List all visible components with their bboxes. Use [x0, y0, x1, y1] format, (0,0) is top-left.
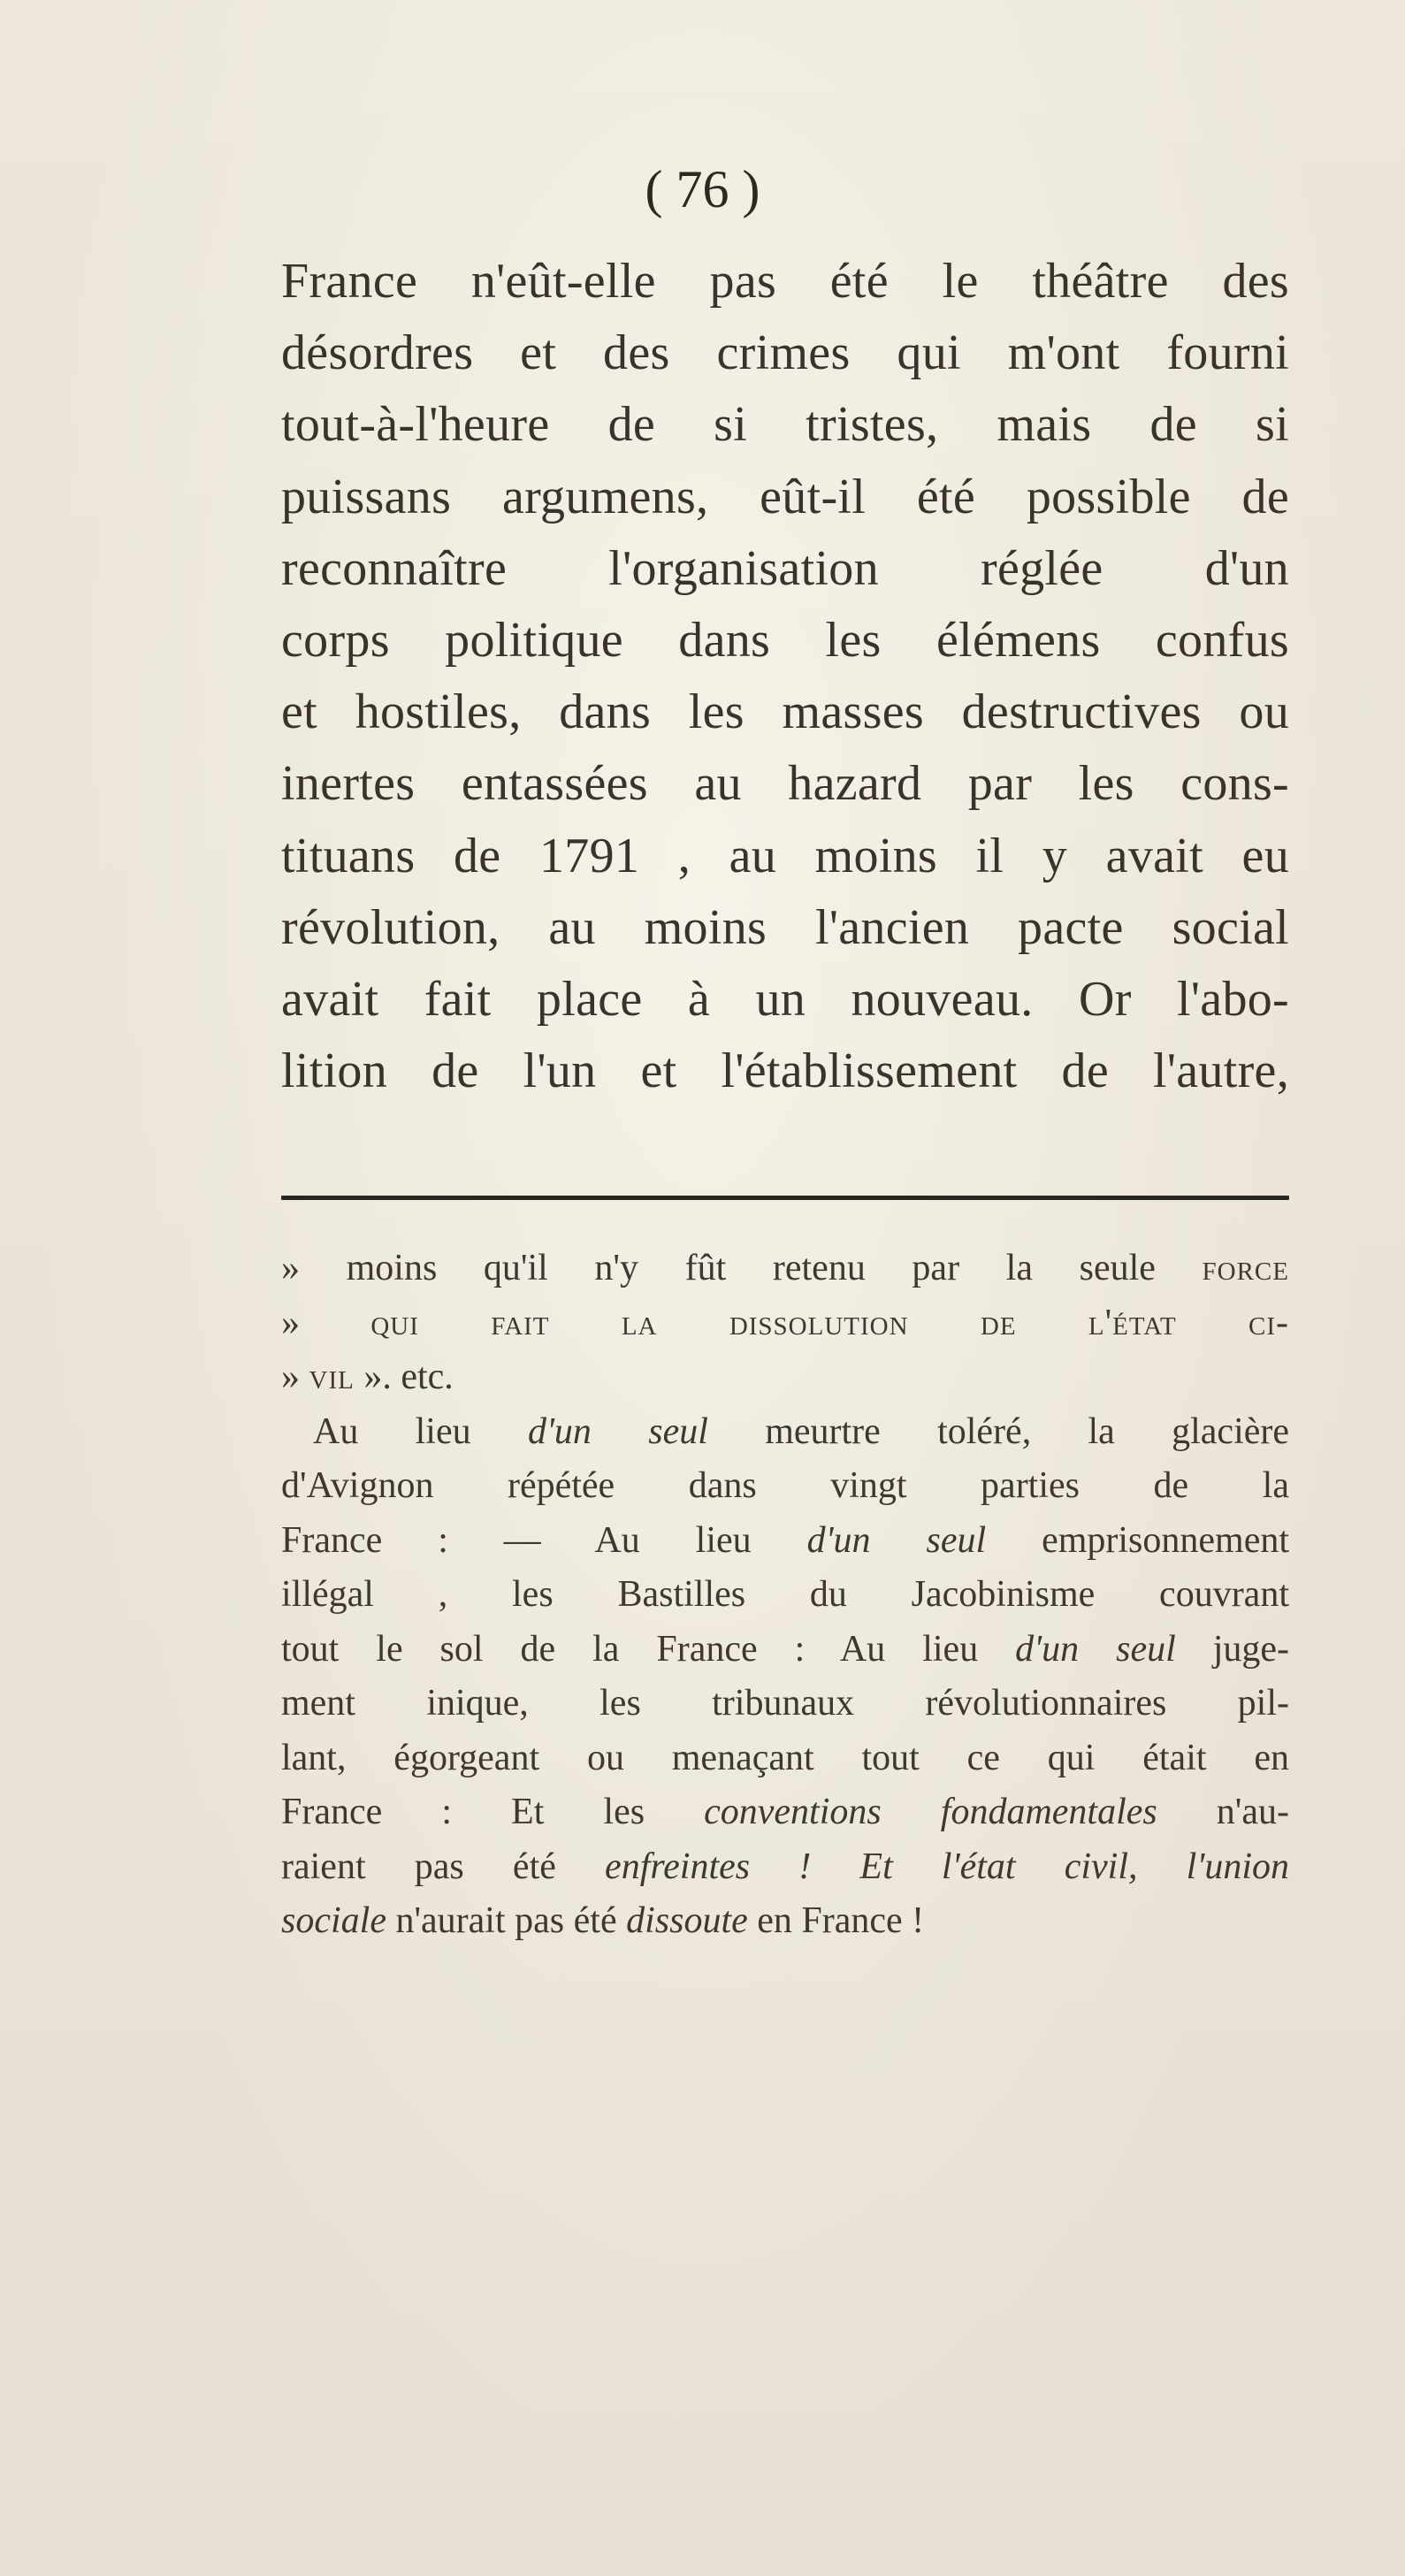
text-span: meurtre toléré, la glacière [707, 1410, 1290, 1452]
body-line: reconnaître l'organisation réglée d'un [281, 540, 1289, 596]
small-caps-text: vil [309, 1357, 355, 1397]
quote-text: » [281, 1302, 371, 1343]
footnote-quote-line [281, 1296, 1289, 1351]
body-line: inertes entassées au hazard par les cons- [281, 756, 1289, 812]
quote-text: » moins qu'il n'y fût retenu par la seule [281, 1248, 1203, 1288]
footnote-line: d'Avignon répétée dans vingt parties de la [281, 1465, 1289, 1506]
footnote-line [281, 1514, 1289, 1569]
text-span: France : Et les [281, 1792, 705, 1832]
text-span: raient pas été [281, 1846, 606, 1887]
footnote-line [281, 1785, 1289, 1840]
italic-text: dissoute [626, 1900, 748, 1941]
body-line: France n'eût-elle pas été le théâtre des [281, 254, 1289, 309]
italic-text: conventions fondamentales [704, 1792, 1157, 1832]
italic-text: d'un seul [527, 1410, 708, 1452]
small-caps-text: force [1202, 1248, 1289, 1288]
footnote [281, 1242, 1289, 1949]
italic-text: d'un seul [1015, 1628, 1176, 1670]
body-line: lition de l'un et l'établissement de l'autre, [281, 1043, 1289, 1099]
text-span: n'aurait pas été [386, 1900, 627, 1941]
body-line: puissans argumens, eût-il été possible de [281, 469, 1289, 524]
footnote-quote-line [281, 1242, 1289, 1296]
footnote-line: ment inique, les tribunaux révolutionnaires pil- [281, 1683, 1289, 1724]
text-span: emprisonnement [986, 1519, 1290, 1561]
body-line: et hostiles, dans les masses destructives ou [281, 684, 1289, 740]
body-line: tituans de 1791 , au moins il y avait eu [281, 828, 1289, 883]
quote-text: » [281, 1357, 309, 1397]
text-span: en France ! [747, 1900, 925, 1941]
footnote-line [281, 1405, 1289, 1460]
body-line: révolution, au moins l'ancien pacte social [281, 899, 1289, 955]
footnote-quote-line [281, 1350, 1289, 1405]
footnote-line [281, 1840, 1289, 1895]
text-span: n'au- [1157, 1792, 1289, 1832]
small-caps-text: qui fait la dissolution de l'état ci- [370, 1302, 1290, 1343]
footnote-line [281, 1894, 1289, 1949]
footnote-line: illégal , les Bastilles du Jacobinisme couvrant [281, 1574, 1289, 1615]
page-number: ( 76 ) [645, 160, 760, 218]
text-span: Au lieu [313, 1410, 528, 1452]
body-line: tout-à-l'heure de si tristes, mais de si [281, 397, 1289, 453]
italic-text: enfreintes ! Et l'état civil, l'union [605, 1846, 1289, 1887]
footnote-line [281, 1623, 1289, 1678]
quote-text: ». etc. [354, 1357, 454, 1397]
body-line: corps politique dans les élémens confus [281, 613, 1289, 669]
text-span: France : — Au lieu [281, 1519, 807, 1561]
body-line: désordres et des crimes qui m'ont fourni [281, 325, 1289, 381]
body-line: avait fait place à un nouveau. Or l'abo- [281, 972, 1289, 1028]
main-paragraph [281, 246, 1289, 1107]
footnote-line: lant, égorgeant ou menaçant tout ce qui était en [281, 1737, 1289, 1778]
italic-text: sociale [281, 1900, 386, 1941]
text-span: juge- [1175, 1628, 1290, 1670]
italic-text: d'un seul [806, 1519, 987, 1561]
text-span: tout le sol de la France : Au lieu [281, 1628, 1016, 1670]
footnote-divider [281, 1196, 1289, 1200]
